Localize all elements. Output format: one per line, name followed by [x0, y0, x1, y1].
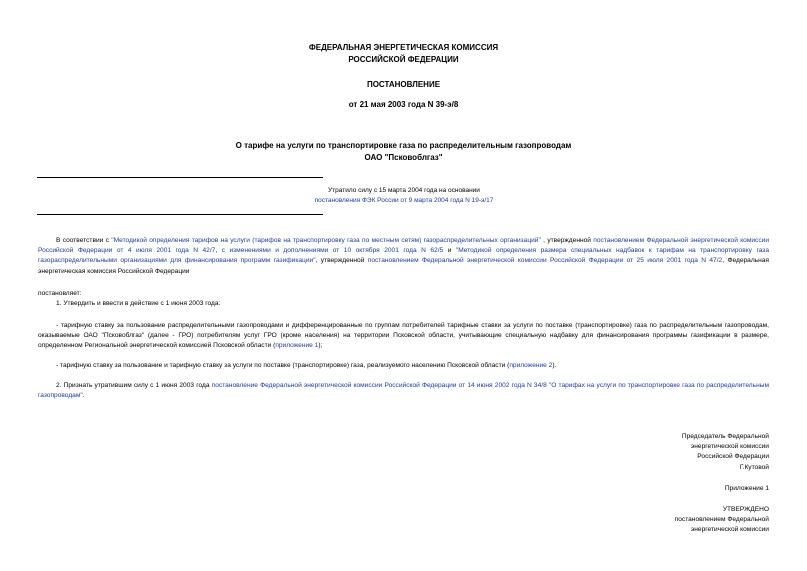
item-2	[38, 381, 769, 401]
doc-type: ПОСТАНОВЛЕНИЕ	[366, 80, 441, 89]
signature-line3: Российской Федерации	[697, 453, 769, 461]
item-1a-end: );	[318, 342, 323, 350]
preamble	[38, 236, 769, 277]
resolution-34-8-link[interactable]: постановление Федеральной энергетической комиссии Российской Федерации от 14 июня 2002 года N 34/8 "О тарифах на услуги по транспортировке газа по распределительным газопроводам"	[38, 382, 769, 400]
item-1: 1. Утвердить и ввести в действие с 1 июня 2003 года:	[56, 300, 221, 307]
item-1b	[38, 361, 769, 371]
title-line1: О тарифе на услуги по транспортировке газа по распределительным газопроводам	[235, 141, 572, 150]
document-title	[0, 140, 807, 163]
status-note-link[interactable]: постановления ФЭК России от 9 марта 2004 года N 19-э/17	[314, 197, 494, 205]
signature-line2: энергетической комиссии	[690, 443, 769, 451]
item-1a	[38, 321, 769, 352]
appendix-2-link[interactable]: приложение 2	[509, 362, 553, 369]
item-1a-text: - тарифную ставку за пользование распределительными газопроводами и дифференцированные по группам потребителей тарифные ставки за услуги по поставке (транспортировке) газа по распределительным газопроводам, оказываемые ОАО "Псковоблгаз" (далее - ГРО) потребителям услуг ГРО (кроме населения) на территории Псковской области, учитывающие специальную надбавку для финансирования программы газификации в размере, определенном Региональной энергетической комиссией Псковской области (	[38, 322, 769, 350]
preamble-text-6: , Федеральная энергетическая комиссия Российской Федерации	[38, 257, 769, 275]
preamble-text-4: и	[443, 247, 456, 255]
status-note-text: Утратило силу с 15 марта 2004 года на основании	[328, 187, 480, 194]
item-2-end: .	[82, 392, 85, 400]
document-header	[0, 42, 807, 65]
preamble-text-3: ,	[215, 247, 222, 255]
approved-by-line1: постановлением Федеральной	[674, 516, 769, 524]
preamble-text-1: В соответствии с	[56, 237, 112, 244]
approved-by-line2: энергетической комиссии	[690, 526, 769, 534]
title-line2: ОАО "Псковоблгаз"	[364, 152, 443, 162]
org-name-line2: РОССИЙСКОЙ ФЕДЕРАЦИИ	[348, 54, 459, 64]
status-note	[37, 186, 771, 206]
preamble-text-2: , утвержденной	[540, 237, 594, 244]
org-name-line1: ФЕДЕРАЛЬНАЯ ЭНЕРГЕТИЧЕСКАЯ КОМИССИЯ	[308, 43, 499, 52]
appendix-label: Приложение 1	[724, 485, 769, 492]
divider-bottom	[37, 214, 323, 215]
signature-line1: Председатель Федеральной	[681, 433, 769, 440]
resolution-47-2-link[interactable]: постановлением Федеральной энергетической комиссии Российской Федерации от 25 июля 2001 года N 47/2	[367, 257, 723, 265]
doc-date: от 21 мая 2003 года N 39-э/8	[348, 100, 459, 109]
resolution-42-7-link[interactable]: постановлением Федеральной энергетической комиссии Российской Федерации от 4 июля 2001 года N 42/7	[38, 237, 770, 255]
approved-block	[569, 505, 769, 536]
divider-top	[37, 177, 323, 178]
item-2-text: 2. Признать утратившим силу с 1 июня 2003 года	[56, 382, 212, 389]
surcharge-methodology-link[interactable]: "Методикой определения размера специальных надбавок к тарифам на транспортировку газа газораспределительными организациями для финансирования программ газификации"	[38, 247, 769, 265]
resolves-label: постановляет:	[38, 290, 82, 297]
signature-block	[569, 432, 769, 473]
approved-label: УТВЕРЖДЕНО	[722, 506, 769, 513]
item-1b-text: - тарифную ставку за пользование и тарифную ставку за услуги по поставке (транспортировке) газа, реализуемого населению Псковской области (	[56, 362, 510, 369]
item-1b-end: ).	[552, 362, 557, 369]
methodology-link[interactable]: "Методикой определения тарифов на услуги (тарифов на транспортировку газа по местным сетям) газораспределительных организаций"	[111, 237, 541, 244]
preamble-text-5: , утвержденной	[315, 257, 368, 265]
appendix-1-link[interactable]: приложение 1	[275, 342, 319, 350]
signature-name: Г.Кутовой	[739, 463, 769, 471]
amendments-62-5-link[interactable]: с изменениями и дополнениями от 10 октября 2001 года N 62/5	[221, 247, 444, 255]
